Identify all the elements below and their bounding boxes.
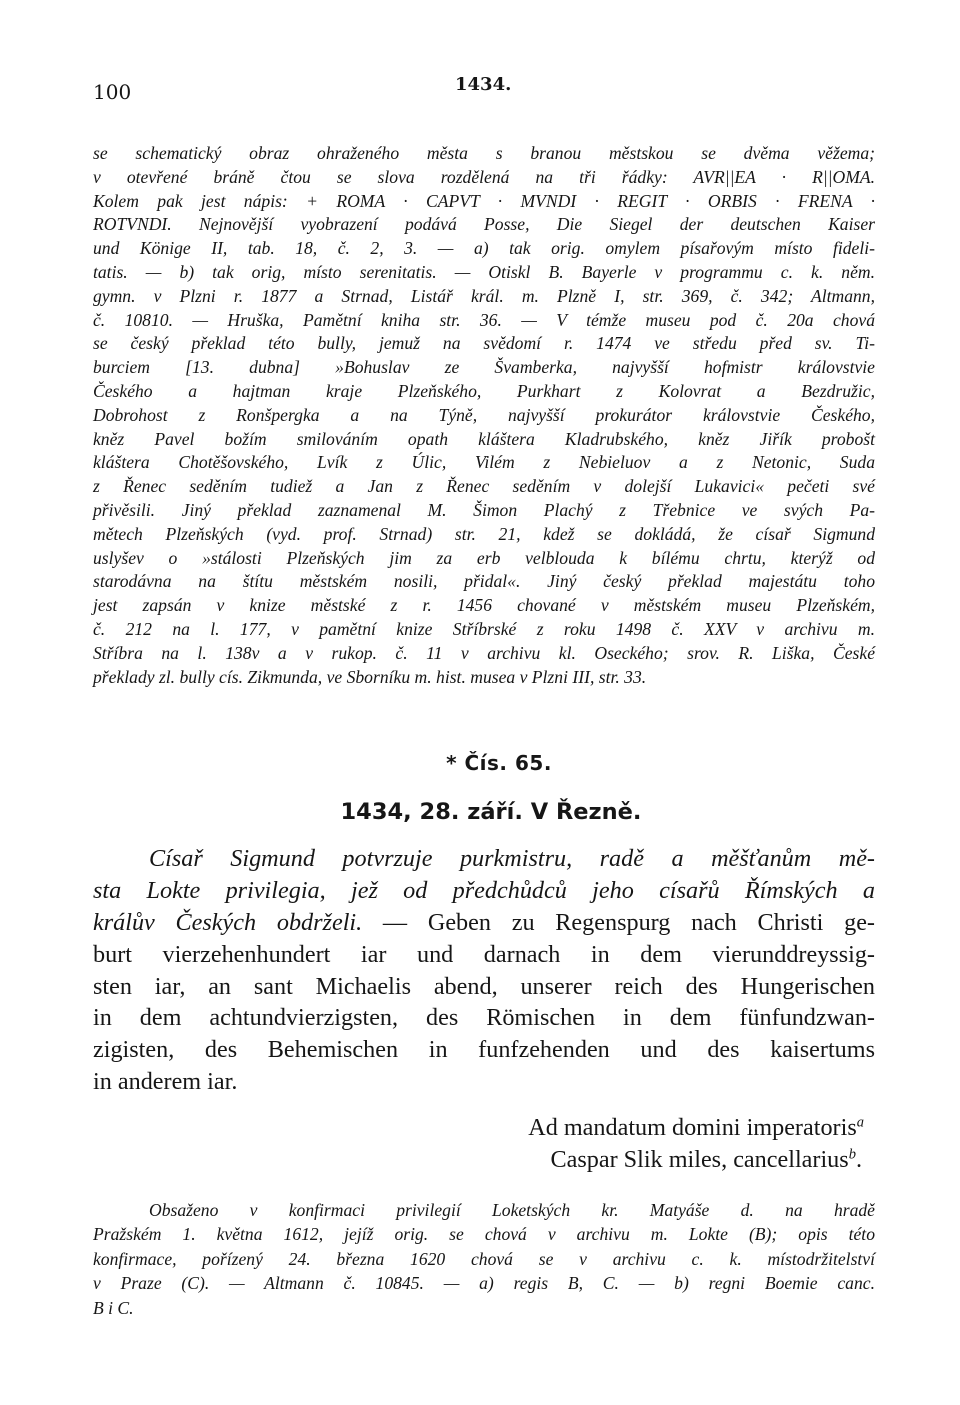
signature-end-period: . [855, 1145, 862, 1173]
footnote-line: kněz Pavel božím smilováním opath kláštera Kladrubského, kněz Jiřík probošt [93, 428, 875, 449]
document-number: * Čís. 65. [446, 751, 552, 776]
footnote-line: č. 10810. — Hruška, Pamětní kniha str. 36. — V témže museu pod č. 20a chová [93, 309, 875, 330]
document-body-line: zigisten, des Behemischen in funfzehenden und des kaisertums [93, 1036, 875, 1064]
footnote-line: und Könige II, tab. 18, č. 2, 3. — a) tak orig. omylem písařovým místo fideli- [93, 238, 875, 259]
footnote-line: ROTVNDI. Nejnovější vyobrazení podává Posse, Die Siegel der deutschen Kaiser [93, 214, 875, 235]
page-number: 100 [93, 80, 132, 104]
footnote-line: překlady zl. bully cís. Zikmunda, ve Sborníku m. hist. musea v Plzni III, str. 33. [93, 666, 647, 687]
document-body-line: Císař Sigmund potvrzuje purkmistru, radě a měšťanům mě- [149, 845, 875, 873]
source-note-line: konfirmace, pořízený 24. března 1620 chová se v archivu c. k. místodržitelství [93, 1248, 875, 1269]
footnote-line: z Řenec seděním tudiež a Jan z Řenec seděním v dolejší Lukavici« pečeti své [93, 476, 875, 497]
signature-mandate-text: Ad mandatum domini imperatoris [528, 1113, 857, 1141]
footnote-line: kláštera Chotěšovského, Lvík z Úlic, Vilém z Nebieluov a z Netonic, Suda [93, 452, 875, 473]
footnote-line: Dobrohost z Ronšpergka a na Týně, najvyšší prokurátor královstvie Českého, [93, 404, 875, 425]
document-body-line: králův Českých obdrželi. — Geben zu Regenspurg nach Christi ge- [93, 908, 875, 936]
document-page [93, 72, 875, 1321]
footnote-line: v otevřené bráně čtou se slova rozdělená na tři řádky: AVR||EA · R||OMA. [93, 166, 875, 187]
footnote-line: uslyšev o »stálosti Plzeňských jim za erb velblouda k bílému chrtu, kterýž od [93, 547, 875, 568]
footnote-line: přivěsili. Jiný překlad zaznamenal M. Šimon Plachý z Třebnice ve svých Pa- [93, 499, 875, 520]
signature-block [93, 1112, 875, 1176]
document-body-line: sten iar, an sant Michaelis abend, unserer reich des Hungerischen [93, 972, 875, 1000]
document-date-heading: 1434, 28. září. V Řezně. [340, 799, 642, 826]
signature-line-mandate [93, 1112, 875, 1144]
footnote-line: burciem [13. dubna] »Bohuslav ze Švamberka, najvyšší hofmistr královstvie [93, 357, 875, 378]
document-body [93, 843, 875, 1097]
footnote-mark-b: b [848, 1146, 856, 1162]
page-header [93, 72, 875, 108]
document-body-line: sta Lokte privilegia, jež od předchůdců jeho císařů Římských a [93, 877, 875, 905]
footnote-line: jest zapsán v knize městské z r. 1456 chované v městském museu Plzeňském, [93, 595, 875, 616]
footnote-line: Stříbra na l. 138v a v rukop. č. 11 v archivu kl. Oseckého; srov. R. Liška, České [93, 642, 875, 663]
signature-line-chancellor [93, 1144, 875, 1176]
footnote-line: se schematický obraz ohraženého města s branou městskou se dvěma věžema; [93, 143, 875, 163]
footnote-line: se český překlad této bully, jemuž na svědomí r. 1474 ve středu před sv. Ti- [93, 333, 875, 354]
document-body-line: in anderem iar. [93, 1067, 238, 1095]
footnote-line: č. 212 na l. 177, v pamětní knize Stříbrské z roku 1498 č. XXV v archivu m. [93, 618, 875, 639]
document-body-line: burt vierzehenhundert iar und darnach in dem vierunddreyssig- [93, 940, 875, 968]
footnote-line: tatis. — b) tak orig, místo serenitatis. — Otiskl B. Bayerle v programmu c. k. něm. [93, 261, 875, 282]
footnote-line: Kolem pak jest nápis: + ROMA · CAPVT · MVNDI · REGIT · ORBIS · FRENA · [93, 190, 875, 211]
source-note-line: v Praze (C). — Altmann č. 10845. — a) regis B, C. — b) regni Boemie canc. [93, 1273, 875, 1294]
source-notes [93, 1198, 875, 1321]
footnote-block [93, 142, 875, 689]
signature-chancellor-text: Caspar Slik miles, cancellarius [550, 1145, 849, 1173]
running-head-year: 1434. [455, 74, 512, 95]
footnote-line: Českého a hajtman kraje Plzeňského, Purkhart z Kolovrat a Bezdružic, [93, 380, 875, 401]
footnote-line: mětech Plzeňských (vyd. prof. Strnad) str. 21, kdež se dokládá, že císař Sigmund [93, 523, 875, 544]
source-note-line: B i C. [93, 1298, 134, 1319]
footnote-mark-a: a [856, 1114, 864, 1130]
footnote-line: starodávna na štítu městském nosili, přidal«. Jiný český překlad majestátu toho [93, 571, 875, 592]
source-note-line: Obsaženo v konfirmaci privilegií Loketských kr. Matyáše d. na hradě [149, 1199, 875, 1220]
document-body-line: in dem achtundvierzigsten, des Römischen in dem fünfundzwan- [93, 1004, 875, 1032]
footnote-line: gymn. v Plzni r. 1877 a Strnad, Listář král. m. Plzně I, str. 369, č. 342; Altmann, [93, 285, 875, 306]
source-note-line: Pražském 1. května 1612, jejíž orig. se chová v archivu m. Lokte (B); opis této [93, 1224, 875, 1245]
